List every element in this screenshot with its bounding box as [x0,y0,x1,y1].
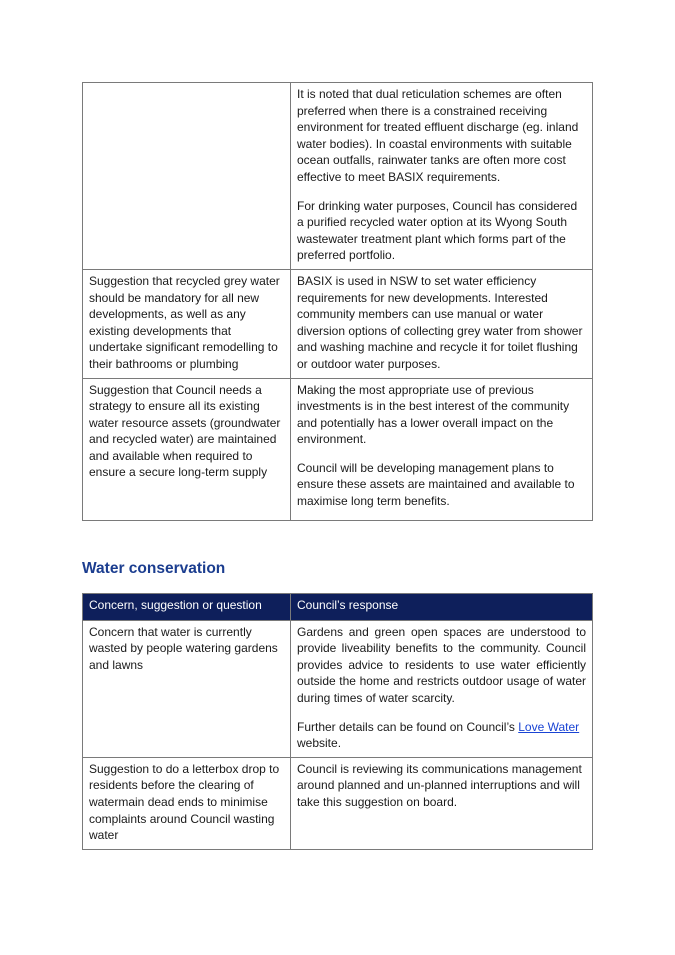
concern-cell: Concern that water is currently wasted by people watering gardens and lawns [83,620,291,757]
response-paragraph: BASIX is used in NSW to set water efficiency requirements for new developments. Interested community members can use manual or water diversion options of collecting grey water from shower and washing machine and recycle it for toilet flushing or outdoor water purposes. [297,273,583,371]
table-row [83,269,593,378]
response-paragraph: Gardens and green open spaces are understood to provide liveability benefits to the community. Council provides advice to residents to use water efficiently outside the home and restricts outdoor usage of water during times of water scarcity. [297,624,586,705]
response-paragraph: Making the most appropriate use of previous investments is in the best interest of the community and potentially has a lower overall impact on the environment. [297,382,570,447]
response-cell [291,378,593,520]
table-row [83,757,593,849]
response-cell [291,757,593,849]
table-row [83,378,593,520]
response-cell [291,269,593,378]
response-paragraph: It is noted that dual reticulation schemes are often preferred when there is a constrained receiving environment for treated effluent discharge (eg. inland water bodies). In coastal environments with suitable ocean outfalls, rainwater tanks are often more cost effective to meet BASIX requirements. [297,87,579,184]
love-water-link[interactable]: Love Water [518,719,580,734]
concern-cell [83,83,291,270]
response-text: Further details can be found on Council’s [297,719,519,734]
concern-cell: Suggestion that recycled grey water should be mandatory for all new developments, as well as any existing developments that undertake significant remodelling to their bathrooms or plumbing [83,269,291,378]
response-cell [291,83,593,270]
response-paragraph: Council is reviewing its communications management around planned and un-planned interruptions and will take this suggestion on board. [297,761,582,809]
response-paragraph [297,719,586,752]
table-row [83,620,593,757]
concern-cell: Suggestion that Council needs a strategy to ensure all its existing water resource assets (groundwater and recycled water) are maintained and available when required to ensure a secure long-term supply [83,378,291,520]
response-cell [291,620,593,757]
column-header-response: Council’s response [291,594,593,621]
response-paragraph: For drinking water purposes, Council has considered a purified recycled water option at its Wyong South wastewater treatment plant which forms part of the preferred portfolio. [297,198,578,263]
responses-table-continued [82,82,593,521]
response-paragraph: Council will be developing management plans to ensure these assets are maintained and available to maximise long term benefits. [297,460,575,509]
section-heading: Water conservation [82,560,226,577]
response-text: website. [297,736,342,751]
water-conservation-table [82,593,593,850]
concern-cell: Suggestion to do a letterbox drop to residents before the clearing of watermain dead ends to minimise complaints around Council wasting water [83,757,291,849]
table-row [83,83,593,270]
column-header-concern: Concern, suggestion or question [83,594,291,621]
table-header-row [83,594,593,621]
